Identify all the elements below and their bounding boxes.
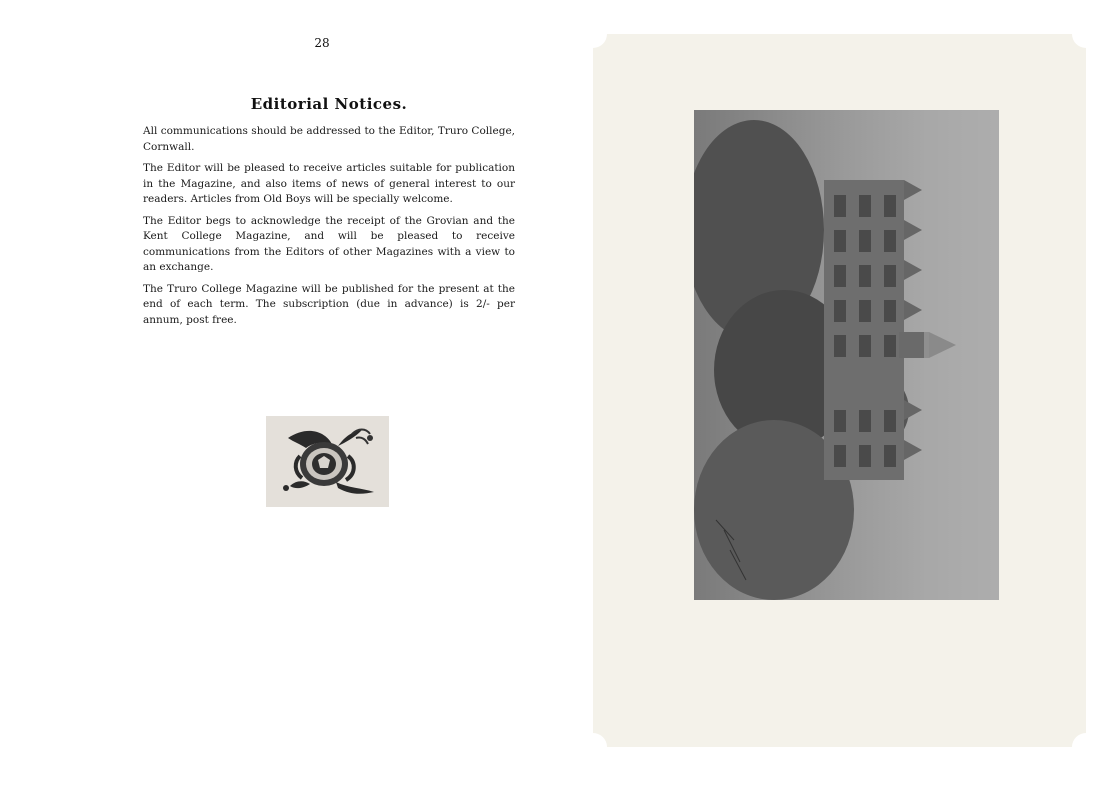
editorial-notices-text — [143, 124, 515, 334]
paragraph-communications: All communications should be addressed to the Editor, Truro College, Cornwall. — [143, 125, 515, 153]
right-page-photo-mount — [593, 34, 1086, 747]
page-number: 28 — [314, 36, 330, 50]
paragraph-exchange: The Editor begs to acknowledge the receipt of the Grovian and the Kent College Magazine, and will be pleased to receive communications from the Editors of other Magazines with a view to an exchange. — [143, 214, 515, 273]
heraldic-dragon-crest-icon — [266, 416, 389, 507]
paragraph-articles: The Editor will be pleased to receive articles suitable for publication in the Magazine, and also items of news of general interest to our readers. Articles from Old Boys will be specially welcome. — [143, 162, 515, 205]
page-heading: Editorial Notices. — [250, 95, 408, 113]
college-building-photograph-icon — [694, 110, 999, 600]
paragraph-subscription: The Truro College Magazine will be published for the present at the end of each term. The subscription (due in advance) is 2/- per annum, post free. — [143, 282, 515, 326]
